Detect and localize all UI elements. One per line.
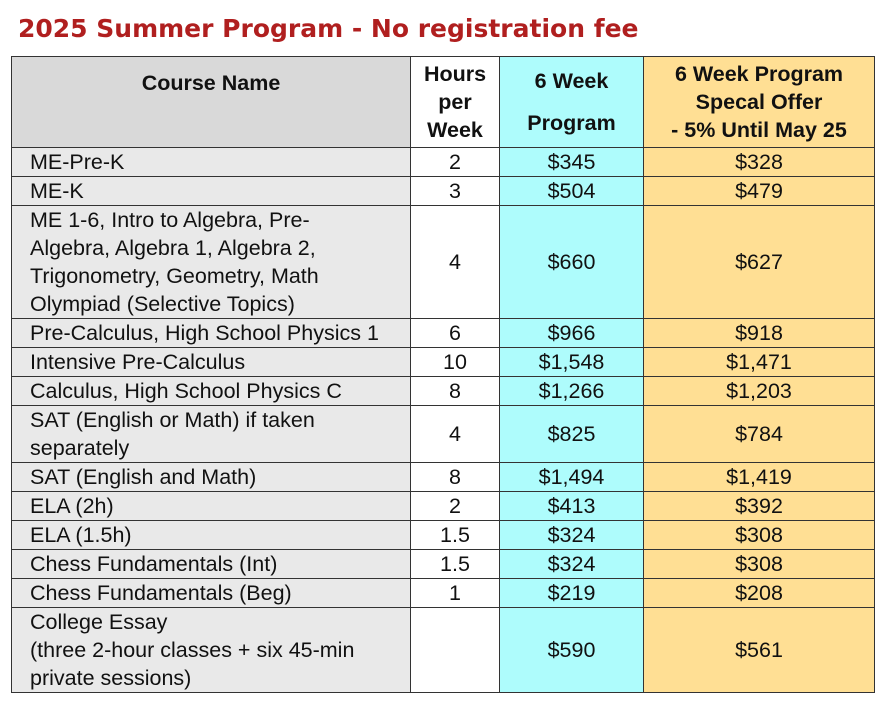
course-name-line: ME 1-6, Intro to Algebra, Pre- bbox=[30, 208, 310, 232]
hours-cell: 1.5 bbox=[411, 550, 500, 579]
six-week-price-cell: $324 bbox=[500, 521, 644, 550]
course-name-line: Chess Fundamentals (Int) bbox=[30, 552, 278, 576]
header-offer-line-1: 6 Week Program bbox=[674, 62, 844, 86]
course-name-line: separately bbox=[30, 436, 130, 460]
course-name-line: Calculus, High School Physics C bbox=[30, 379, 342, 403]
six-week-price-cell: $825 bbox=[500, 406, 644, 463]
offer-price-cell: $784 bbox=[644, 406, 875, 463]
course-name-line: ELA (2h) bbox=[30, 494, 114, 518]
hours-cell: 3 bbox=[411, 177, 500, 206]
course-name-cell bbox=[12, 463, 411, 492]
page-title: 2025 Summer Program - No registration fee bbox=[18, 14, 639, 43]
table-body bbox=[12, 148, 875, 693]
six-week-price-cell: $1,494 bbox=[500, 463, 644, 492]
table-row bbox=[12, 177, 875, 206]
table-row bbox=[12, 348, 875, 377]
course-name-line: Trigonometry, Geometry, Math bbox=[30, 264, 319, 288]
price-table bbox=[11, 56, 875, 693]
six-week-price-cell: $590 bbox=[500, 608, 644, 693]
six-week-price-cell: $504 bbox=[500, 177, 644, 206]
course-name-line: ME-Pre-K bbox=[30, 150, 125, 174]
course-name-cell bbox=[12, 148, 411, 177]
table-row bbox=[12, 406, 875, 463]
course-name-cell bbox=[12, 177, 411, 206]
six-week-price-cell: $219 bbox=[500, 579, 644, 608]
offer-price-cell: $918 bbox=[644, 319, 875, 348]
header-hours-per-week bbox=[411, 57, 500, 148]
hours-cell: 2 bbox=[411, 492, 500, 521]
six-week-price-cell: $1,548 bbox=[500, 348, 644, 377]
course-name-cell bbox=[12, 550, 411, 579]
offer-price-cell: $392 bbox=[644, 492, 875, 521]
header-hours-line-2: per bbox=[438, 90, 472, 114]
hours-cell: 6 bbox=[411, 319, 500, 348]
course-name-cell bbox=[12, 406, 411, 463]
hours-cell: 1 bbox=[411, 579, 500, 608]
hours-cell: 8 bbox=[411, 463, 500, 492]
header-six-line-2: Program bbox=[527, 111, 616, 135]
table-row bbox=[12, 492, 875, 521]
header-hours-line-1: Hours bbox=[423, 62, 487, 86]
offer-price-cell: $1,471 bbox=[644, 348, 875, 377]
hours-cell: 2 bbox=[411, 148, 500, 177]
offer-price-cell: $308 bbox=[644, 521, 875, 550]
course-name-line: SAT (English or Math) if taken bbox=[30, 408, 315, 432]
hours-cell: 10 bbox=[411, 348, 500, 377]
course-name-cell bbox=[12, 579, 411, 608]
course-name-cell bbox=[12, 521, 411, 550]
course-name-line: private sessions) bbox=[30, 666, 192, 690]
course-name-line: Chess Fundamentals (Beg) bbox=[30, 581, 292, 605]
course-name-cell bbox=[12, 492, 411, 521]
table-row bbox=[12, 550, 875, 579]
header-six-week-program bbox=[500, 57, 644, 148]
six-week-price-cell: $324 bbox=[500, 550, 644, 579]
offer-price-cell: $328 bbox=[644, 148, 875, 177]
course-name-cell bbox=[12, 206, 411, 319]
header-row bbox=[12, 57, 875, 148]
course-name-line: SAT (English and Math) bbox=[30, 465, 257, 489]
offer-price-cell: $627 bbox=[644, 206, 875, 319]
course-name-cell bbox=[12, 319, 411, 348]
hours-cell: 4 bbox=[411, 206, 500, 319]
table-row bbox=[12, 206, 875, 319]
offer-price-cell: $479 bbox=[644, 177, 875, 206]
header-offer-line-2: Specal Offer bbox=[695, 90, 823, 114]
course-name-cell bbox=[12, 348, 411, 377]
header-special-offer bbox=[644, 57, 875, 148]
course-name-line: Algebra, Algebra 1, Algebra 2, bbox=[30, 236, 316, 260]
six-week-price-cell: $345 bbox=[500, 148, 644, 177]
offer-price-cell: $1,203 bbox=[644, 377, 875, 406]
hours-cell bbox=[411, 608, 500, 693]
table-row bbox=[12, 148, 875, 177]
course-name-line: ME-K bbox=[30, 179, 84, 203]
course-name-line: (three 2-hour classes + six 45-min bbox=[30, 638, 355, 662]
table-row bbox=[12, 319, 875, 348]
course-name-line: Olympiad (Selective Topics) bbox=[30, 292, 295, 316]
six-week-price-cell: $660 bbox=[500, 206, 644, 319]
course-name-line: Pre-Calculus, High School Physics 1 bbox=[30, 321, 379, 345]
table-row bbox=[12, 377, 875, 406]
course-name-cell bbox=[12, 608, 411, 693]
course-name-line: Intensive Pre-Calculus bbox=[30, 350, 246, 374]
six-week-price-cell: $413 bbox=[500, 492, 644, 521]
offer-price-cell: $561 bbox=[644, 608, 875, 693]
hours-cell: 4 bbox=[411, 406, 500, 463]
hours-cell: 8 bbox=[411, 377, 500, 406]
table-row bbox=[12, 521, 875, 550]
table-row bbox=[12, 608, 875, 693]
offer-price-cell: $1,419 bbox=[644, 463, 875, 492]
offer-price-cell: $308 bbox=[644, 550, 875, 579]
header-offer-line-3: - 5% Until May 25 bbox=[671, 118, 847, 142]
header-course-name: Course Name bbox=[12, 57, 411, 148]
course-name-line: College Essay bbox=[30, 610, 168, 634]
header-hours-line-3: Week bbox=[427, 118, 483, 142]
six-week-price-cell: $966 bbox=[500, 319, 644, 348]
course-name-line: ELA (1.5h) bbox=[30, 523, 132, 547]
offer-price-cell: $208 bbox=[644, 579, 875, 608]
hours-cell: 1.5 bbox=[411, 521, 500, 550]
course-name-cell bbox=[12, 377, 411, 406]
table-row bbox=[12, 579, 875, 608]
header-six-line-1: 6 Week bbox=[534, 69, 609, 93]
table-row bbox=[12, 463, 875, 492]
six-week-price-cell: $1,266 bbox=[500, 377, 644, 406]
